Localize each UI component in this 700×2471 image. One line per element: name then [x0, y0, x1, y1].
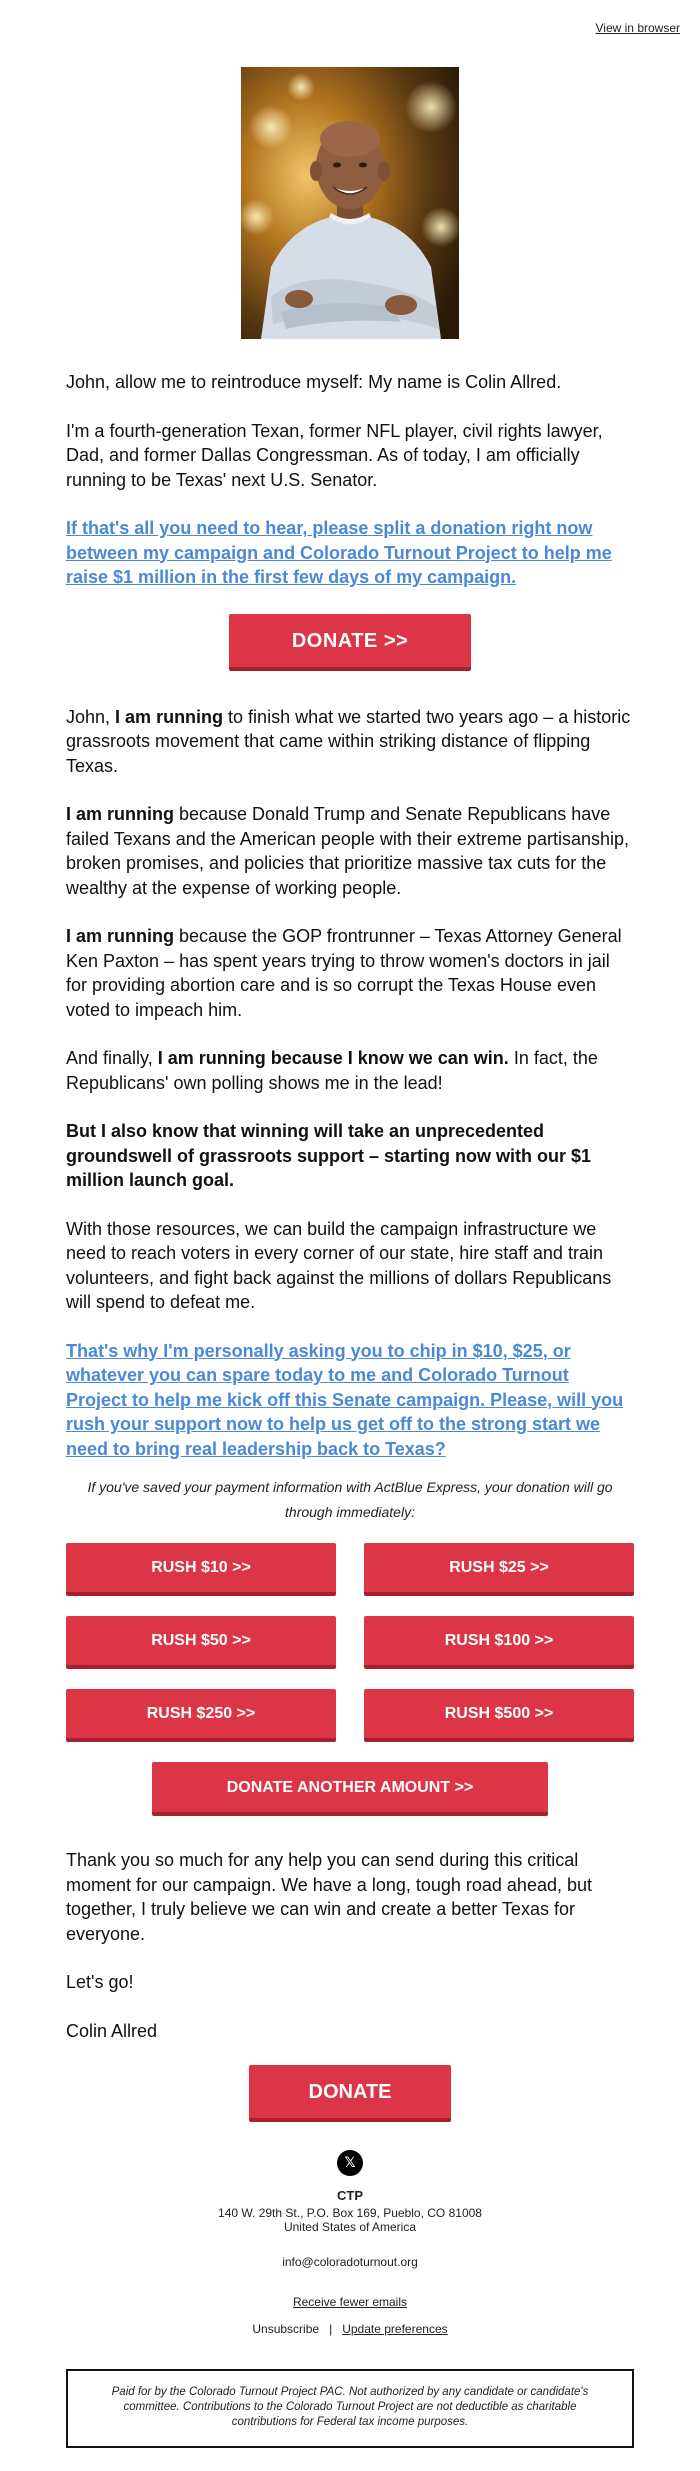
- running3-post: because the GOP frontrunner – Texas Attorney General Ken Paxton – has spent years trying to throw women's doctors in jail for providing abortion care and is so corrupt the Texas House even voted to impeach him.: [66, 926, 622, 1020]
- running2-bold: I am running: [66, 804, 174, 824]
- rush-button-grid: [66, 1543, 634, 1742]
- finally-pre: And finally,: [66, 1048, 158, 1068]
- signature: Colin Allred: [66, 2020, 158, 2041]
- actblue-note: If you've saved your payment information with ActBlue Express, your donation will go through immediately:: [87, 1479, 613, 1520]
- org-name: CTP: [337, 2188, 363, 2203]
- rush-50-button[interactable]: RUSH $50 >>: [66, 1616, 336, 1669]
- lets-go-line: Let's go!: [66, 1972, 134, 1992]
- x-social-icon[interactable]: 𝕏: [337, 2150, 363, 2176]
- rush-100-button[interactable]: RUSH $100 >>: [364, 1616, 634, 1669]
- finally-paragraph: [66, 1046, 634, 1095]
- paid-for-disclaimer: Paid for by the Colorado Turnout Project PAC. Not authorized by any candidate or candidate's committee. Contributions to the Colorado Turnout Project are not deductible as charitable contributions for Federal tax income purposes.: [66, 2369, 634, 2448]
- finally-bold: I am running because I know we can win.: [157, 1048, 509, 1068]
- goal-paragraph: [66, 1119, 634, 1193]
- running1-post: to finish what we started two years ago – a historic grassroots movement that came within striking distance of flipping Texas.: [66, 706, 631, 776]
- resources-paragraph: With those resources, we can build the campaign infrastructure we need to reach voters in every corner of our state, hire staff and train volunteers, and fight back against the millions of dollars Republicans will spend to defeat me.: [66, 1218, 612, 1312]
- running1-pre: John,: [66, 706, 116, 727]
- donation-link-split[interactable]: If that's all you need to hear, please split a donation right now between my campaign and Colorado Turnout Project to help me raise $1 million in the first few days of my campaign.: [66, 518, 612, 587]
- rush-25-button[interactable]: RUSH $25 >>: [364, 1543, 634, 1596]
- footer: [66, 2150, 634, 2336]
- unsubscribe-link[interactable]: Unsubscribe: [252, 2322, 320, 2336]
- address-line-2: United States of America: [283, 2220, 417, 2234]
- portrait-image: [241, 67, 459, 339]
- thanks-paragraph: Thank you so much for any help you can send during this critical moment for our campaign. We have a long, tough road ahead, but together, I truly believe we can win and create a better Texas for everyone.: [66, 1850, 592, 1944]
- finally-post: In fact, the Republicans' own polling shows me in the lead!: [66, 1048, 598, 1093]
- running-paragraph-1: [66, 705, 634, 779]
- running1-bold: I am running: [115, 706, 224, 727]
- running-paragraph-3: [66, 924, 634, 1022]
- donate-button-footer[interactable]: DONATE: [249, 2065, 451, 2122]
- bio-paragraph: I'm a fourth-generation Texan, former NFL player, civil rights lawyer, Dad, and former Dallas Congressman. As of today, I am officially running to be Texas' next U.S. Senator.: [66, 420, 603, 490]
- rush-250-button[interactable]: RUSH $250 >>: [66, 1689, 336, 1742]
- running3-bold: I am running: [66, 926, 174, 946]
- rush-10-button[interactable]: RUSH $10 >>: [66, 1543, 336, 1596]
- donation-link-chip-in[interactable]: That's why I'm personally asking you to chip in $10, $25, or whatever you can spare today to me and Colorado Turnout Project to help me kick off this Senate campaign. Please, will you rush your support now to help us get off to the strong start we need to bring real leadership back to Texas?: [66, 1340, 624, 1459]
- intro-paragraph: John, allow me to reintroduce myself: My name is Colin Allred.: [66, 372, 562, 392]
- footer-separator: |: [329, 2322, 333, 2336]
- hero-photo: [241, 67, 459, 339]
- preferences-row: [66, 2322, 634, 2336]
- running-paragraph-2: [66, 802, 634, 900]
- view-in-browser-link[interactable]: View in browser: [595, 21, 680, 35]
- receive-fewer-emails-link[interactable]: Receive fewer emails: [292, 2295, 408, 2309]
- running2-post: because Donald Trump and Senate Republicans have failed Texans and the American people with their extreme partisanship, broken promises, and policies that prioritize massive tax cuts for the wealthy at the expense of working people.: [66, 804, 629, 898]
- rush-500-button[interactable]: RUSH $500 >>: [364, 1689, 634, 1742]
- goal-bold: But I also know that winning will take an unprecedented groundswell of grassroots support – starting now with our $1 million launch goal.: [66, 1121, 592, 1190]
- update-preferences-link[interactable]: Update preferences: [342, 2322, 448, 2336]
- address-line-1: 140 W. 29th St., P.O. Box 169, Pueblo, CO 81008: [218, 2206, 482, 2220]
- top-bar: [0, 0, 700, 58]
- donate-another-amount-button[interactable]: DONATE ANOTHER AMOUNT >>: [152, 1762, 548, 1816]
- contact-email[interactable]: info@coloradoturnout.org: [282, 2255, 418, 2269]
- email-content: [66, 339, 634, 2448]
- donate-button-main[interactable]: DONATE >>: [229, 614, 471, 671]
